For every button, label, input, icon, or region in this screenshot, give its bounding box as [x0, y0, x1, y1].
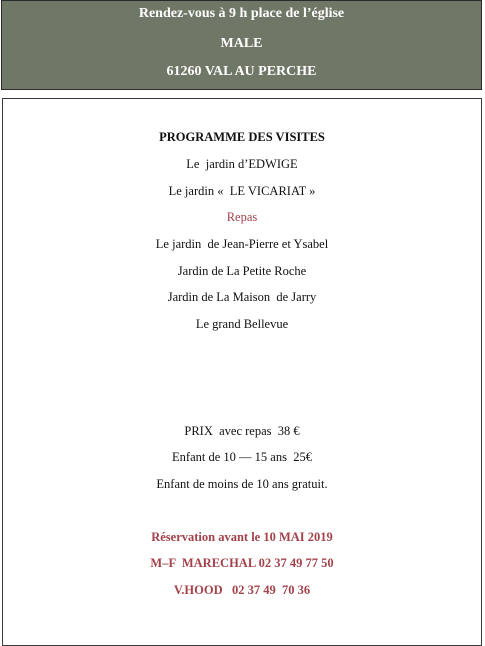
visit-item: Le jardin de Jean-Pierre et Ysabel — [155, 237, 329, 251]
postal-town: 61260 VAL AU PERCHE — [166, 64, 317, 79]
meeting-time-place: Rendez-vous à 9 h place de l’église — [138, 6, 345, 21]
village-name: MALE — [220, 36, 263, 51]
visit-item: Jardin de La Maison de Jarry — [167, 290, 317, 304]
programme-panel — [2, 98, 482, 646]
programme-title: PROGRAMME DES VISITES — [159, 130, 325, 144]
contact-marechal: M–F MARECHAL 02 37 49 77 50 — [150, 556, 334, 570]
visit-item: Le jardin d’EDWIGE — [186, 157, 298, 171]
contact-hood: V.HOOD 02 37 49 70 36 — [173, 583, 311, 597]
meeting-banner — [1, 0, 482, 90]
visit-item: Jardin de La Petite Roche — [177, 264, 307, 278]
visit-item: Le grand Bellevue — [195, 317, 289, 331]
meal-item: Repas — [226, 210, 258, 224]
price-child: Enfant de 10 — 15 ans 25€ — [172, 450, 312, 464]
price-young-child: Enfant de moins de 10 ans gratuit. — [156, 477, 328, 491]
visit-item: Le jardin « LE VICARIAT » — [168, 184, 316, 198]
price-with-meal: PRIX avec repas 38 € — [184, 424, 300, 438]
reservation-deadline: Réservation avant le 10 MAI 2019 — [151, 530, 333, 544]
